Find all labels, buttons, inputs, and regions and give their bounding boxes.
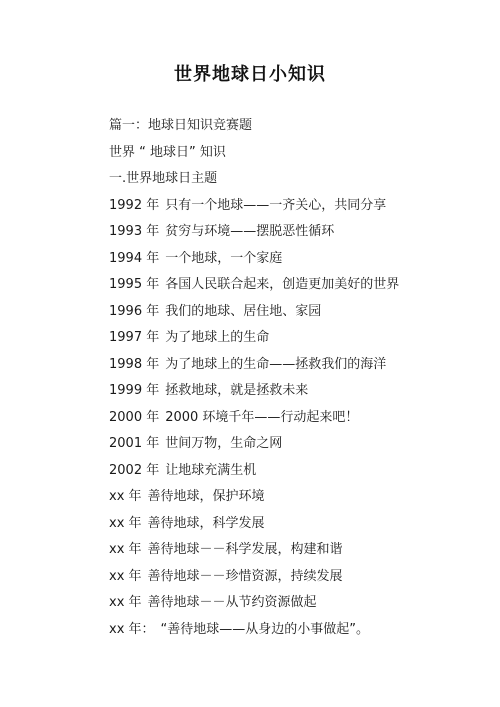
- text-line: [109, 617, 479, 644]
- text-line: [109, 325, 479, 352]
- line-year: xx 年: [109, 515, 142, 531]
- line-text: 善待地球－－从节约资源做起: [147, 595, 317, 610]
- text-line: [109, 405, 479, 432]
- line-year: 1996 年: [109, 303, 160, 319]
- line-year: 1994 年: [109, 250, 160, 266]
- line-year: 1993 年: [109, 224, 160, 239]
- text-line: [109, 113, 479, 140]
- line-text: 善待地球，科学发展: [147, 515, 265, 531]
- line-year: xx 年: [109, 568, 142, 584]
- line-text: 贫穷与环境——摆脱恶性循环: [165, 224, 335, 239]
- line-year: 1997 年: [109, 330, 160, 345]
- text-line: [109, 272, 479, 299]
- line-text: 善待地球，保护环境: [147, 489, 265, 504]
- line-text: 善待地球－－珍惜资源，持续发展: [147, 568, 343, 584]
- line-year: xx 年: [109, 489, 142, 504]
- line-year: 2000 年: [109, 409, 160, 425]
- text-line: [109, 484, 479, 511]
- text-line: [109, 511, 479, 538]
- line-year: xx 年: [109, 542, 142, 557]
- line-year: 2001 年: [109, 436, 160, 451]
- text-line: [109, 193, 479, 220]
- text-line: [109, 378, 479, 405]
- line-text: 2000 环境千年——行动起来吧！: [165, 409, 359, 425]
- text-line: [109, 458, 479, 485]
- text-line: [109, 166, 479, 193]
- line-year: xx 年：: [109, 621, 155, 637]
- line-text: 只有一个地球——一齐关心，共同分享: [165, 197, 387, 213]
- line-text: 篇一：地球日知识竞赛题: [109, 118, 253, 133]
- document-title: 世界地球日小知识: [174, 64, 326, 85]
- line-year: 2002 年: [109, 462, 160, 478]
- line-text: 拯救地球，就是拯救未来: [165, 383, 309, 398]
- line-text: 我们的地球、居住地、家园: [165, 303, 322, 319]
- line-text: 善待地球－－科学发展，构建和谐: [147, 542, 343, 557]
- line-year: 1992 年: [109, 197, 160, 213]
- line-year: 1998 年: [109, 356, 160, 372]
- text-line: [109, 140, 479, 167]
- text-line: [109, 537, 479, 564]
- line-year: 1995 年: [109, 277, 160, 292]
- line-text: 各国人民联合起来，创造更加美好的世界: [165, 277, 400, 292]
- line-year: 1999 年: [109, 383, 160, 398]
- line-text: 为了地球上的生命——拯救我们的海洋: [165, 356, 387, 372]
- line-year: xx 年: [109, 595, 142, 610]
- text-line: [109, 590, 479, 617]
- text-line: [109, 246, 479, 273]
- line-text: 一个地球，一个家庭: [165, 250, 283, 266]
- text-lines: [109, 113, 479, 643]
- line-text: 世界 “ 地球日” 知识: [109, 144, 226, 160]
- text-line: [109, 299, 479, 326]
- line-text: 世间万物，生命之网: [165, 436, 283, 451]
- line-text: 让地球充满生机: [165, 462, 257, 478]
- text-line: [109, 219, 479, 246]
- line-text: 一.世界地球日主题: [109, 171, 218, 186]
- line-text: 为了地球上的生命: [165, 330, 270, 345]
- line-text: “善待地球——从身边的小事做起”。: [160, 621, 370, 637]
- text-line: [109, 564, 479, 591]
- text-line: [109, 352, 479, 379]
- text-line: [109, 431, 479, 458]
